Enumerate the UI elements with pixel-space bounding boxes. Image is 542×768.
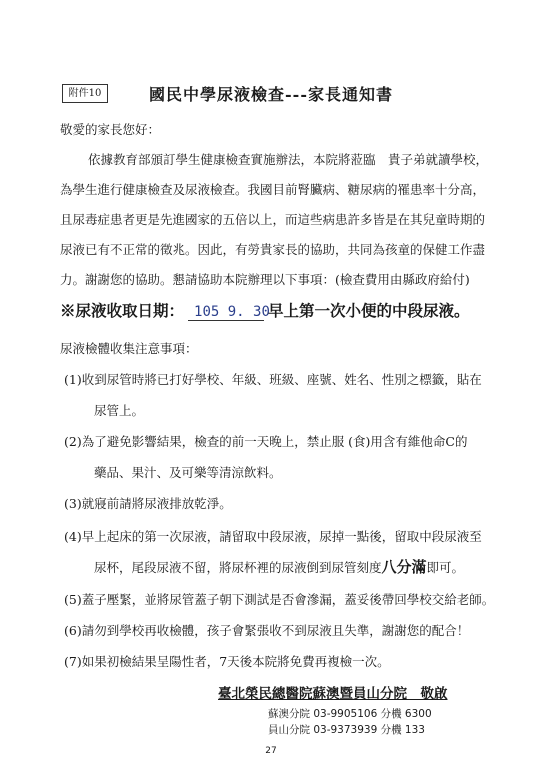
intro-line-2: 為學生進行健康檢查及尿液檢查。我國目前腎臟病、糖尿病的罹患率十分高， (60, 182, 486, 197)
note-2-line-1: (2)為了避免影響結果，檢查的前一天晚上，禁止服 (食)用含有維他命C的 (64, 434, 468, 449)
note-1-line-2: 尿管上。 (94, 403, 145, 418)
note-4-text-a: 尿杯，尾段尿液不留，將尿杯裡的尿液倒到尿管刻度 (94, 560, 382, 575)
contact-phone: 03-9905106 分機 6300 (313, 708, 432, 720)
page-title: 國民中學尿液檢查---家長通知書 (149, 85, 393, 104)
page-number: 27 (265, 746, 277, 756)
intro-line-5: 力。謝謝您的協助。懇請協助本院辦理以下事項：(檢查費用由縣政府給付) (60, 272, 470, 287)
contact-branch: 蘇澳分院 (268, 708, 310, 720)
note-1-line-1: (1)收到尿管時將已打好學校、年級、班級、座號、姓名、性別之標籤，貼在 (64, 372, 482, 387)
greeting: 敬愛的家長您好： (60, 122, 161, 137)
note-7: (7)如果初檢結果呈陽性者，7天後本院將免費再複檢一次。 (64, 654, 390, 669)
date-suffix: 早上第一次小便的中段尿液。 (268, 301, 470, 320)
contact-suao (268, 706, 432, 721)
intro-line-4: 尿液已有不正常的徵兆。因此，有勞貴家長的協助，共同為孩童的保健工作盡 (60, 242, 486, 257)
attachment-label: 附件10 (62, 84, 108, 103)
note-4-line-2 (94, 556, 464, 577)
contact-yuanshan (268, 722, 425, 737)
contact-phone: 03-9373939 分機 133 (313, 724, 425, 736)
note-2-line-2: 藥品、果汁、及可樂等清涼飲料。 (94, 465, 282, 480)
contact-branch: 員山分院 (268, 724, 310, 736)
note-4-emphasis: 八分滿 (381, 558, 427, 576)
intro-line-3: 且尿毒症患者更是先進國家的五倍以上，而這些病患許多皆是在其兒童時期的 (60, 212, 486, 227)
note-6: (6)請勿到學校再收檢體，孩子會緊張收不到尿液且失準，謝謝您的配合！ (64, 623, 470, 638)
intro-line-1: 依據教育部頒訂學生健康檢查實施辦法，本院將蒞臨 貴子弟就讀學校， (88, 152, 489, 167)
date-prefix: ※尿液收取日期： (60, 301, 185, 320)
notes-heading: 尿液檢體收集注意事項： (60, 341, 198, 356)
hospital-signature: 臺北榮民總醫院蘇澳暨員山分院 敬啟 (218, 686, 448, 702)
handwritten-date: 105 9. 30 (188, 304, 264, 321)
note-4-text-c: 即可。 (426, 560, 465, 575)
note-4-line-1: (4)早上起床的第一次尿液，請留取中段尿液，尿掉一點後，留取中段尿液至 (64, 529, 482, 544)
collection-date-line (60, 299, 470, 321)
note-3: (3)就寢前請將尿液排放乾淨。 (64, 496, 232, 511)
note-5: (5)蓋子壓緊，並將尿管蓋子朝下測試是否會滲漏，蓋妥後帶回學校交給老師。 (64, 592, 495, 607)
